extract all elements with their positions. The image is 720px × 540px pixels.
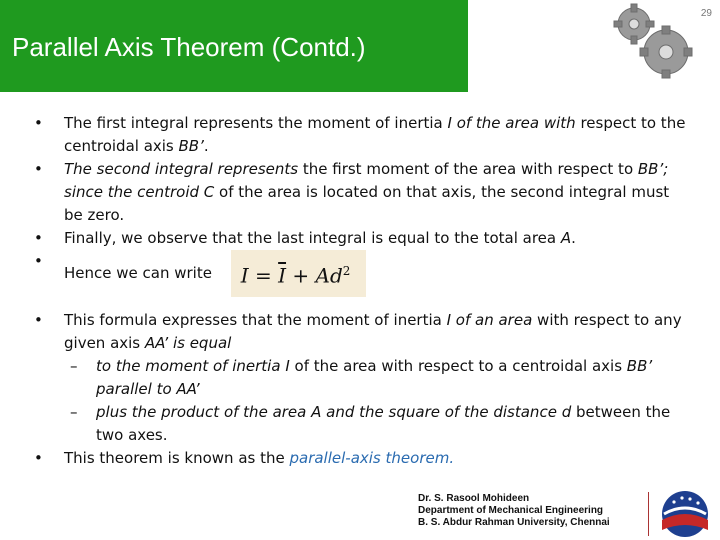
list-item: – to the moment of inertia I of the area with respect to a centroidal axis BB’ parallel to AA’ [30, 355, 690, 401]
list-item: • The second integral represents the first moment of the area with respect to BB’; since the centroid C of the area is located on that axis, the second integral must be zero. [30, 158, 690, 227]
slide-title: Parallel Axis Theorem (Contd.) [12, 32, 366, 62]
list-item: • This formula expresses that the moment of inertia I of an area with respect to any given axis AA’ is equal [30, 309, 690, 355]
content-body [30, 112, 690, 470]
gears-icon [612, 2, 696, 86]
author-credit: Dr. S. Rasool Mohideen Department of Mechanical Engineering B. S. Abdur Rahman University, Chennai [418, 493, 610, 528]
list-item: • Hence we can write $I = \overline{I} + Ad^2$ [30, 250, 690, 297]
title-bar [0, 0, 468, 92]
university-logo-icon [654, 490, 716, 538]
list-item: • Finally, we observe that the last integral is equal to the total area A. [30, 227, 690, 250]
parallel-axis-theorem-term: parallel-axis theorem. [289, 448, 455, 467]
list-item: • This theorem is known as the parallel-axis theorem. [30, 447, 690, 470]
footer-divider [648, 492, 649, 536]
list-item: – plus the product of the area A and the square of the distance d between the two axes. [30, 401, 690, 447]
list-item: • The first integral represents the moment of inertia I of the area with respect to the centroidal axis BB’. [30, 112, 690, 158]
slide-number: 29 [700, 8, 712, 19]
parallel-axis-formula: $I = \overline{I} + Ad^2$ [231, 250, 367, 297]
